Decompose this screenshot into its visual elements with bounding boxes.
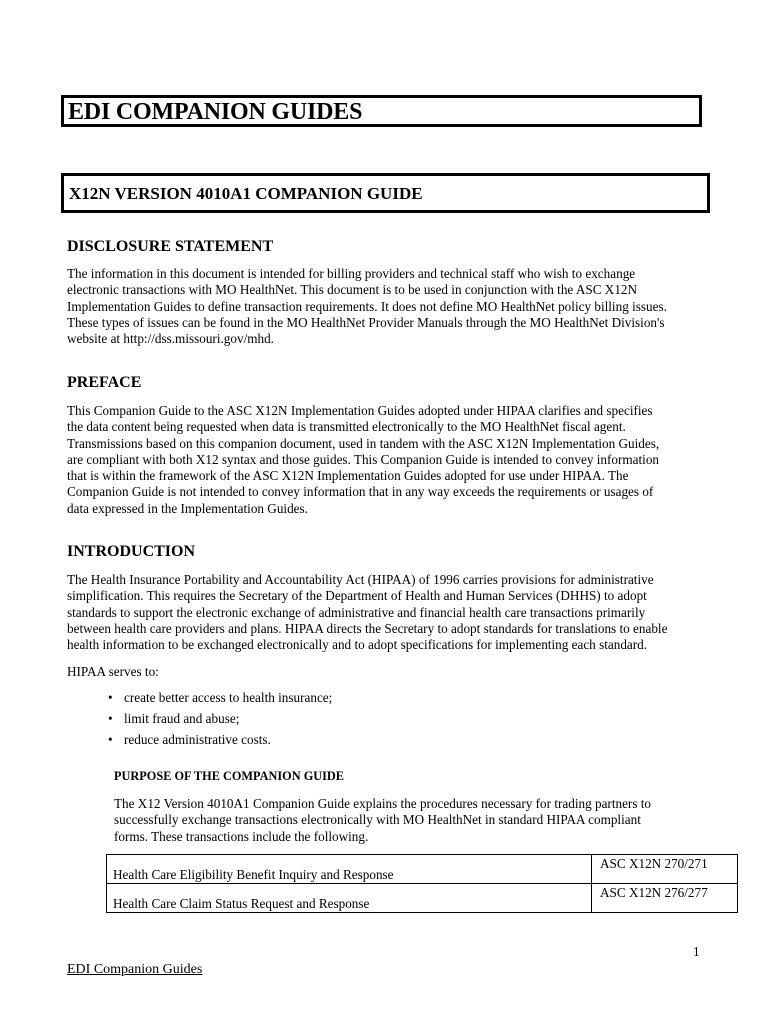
purpose-paragraph [114,796,714,845]
paragraph-line: The X12 Version 4010A1 Companion Guide explains the procedures necessary for trading partners to [114,796,652,811]
paragraph-line: the data content being requested when data is transmitted electronically to the MO HealthNet fiscal agent. [67,419,626,435]
disclosure-paragraph [67,266,712,347]
introduction-paragraph [67,572,712,653]
sub-title-box [61,173,710,213]
paragraph-line: The information in this document is intended for billing providers and technical staff who wish to exchange [67,266,636,281]
paragraph-line: website at http://dss.missouri.gov/mhd. [67,331,274,347]
paragraph-line: This Companion Guide to the ASC X12N Implementation Guides adopted under HIPAA clarifies and specifies [67,403,653,418]
footer-text: EDI Companion Guides [67,962,203,977]
paragraph-line: Companion Guide is not intended to convey information that in any way exceeds the requirements or usages of [67,484,654,500]
hipaa-serves-label: HIPAA serves to: [67,664,159,679]
list-item [106,711,332,727]
paragraph-line: Implementation Guides to define transaction requirements. It does not define MO HealthNet policy billing issues. [67,298,667,314]
bullet-icon: • [108,711,113,726]
bullet-text: create better access to health insurance; [124,690,333,705]
bullet-icon: • [108,732,113,747]
table-row [107,884,738,913]
disclosure-heading: DISCLOSURE STATEMENT [67,238,274,255]
main-title: EDI COMPANION GUIDES [68,99,363,125]
transaction-description: Health Care Claim Status Request and Response [107,884,592,913]
introduction-heading: INTRODUCTION [67,543,196,560]
paragraph-line: standards to support the electronic exchange of administrative and financial health care transactions primarily [67,604,646,620]
list-item [106,690,332,706]
paragraph-line: The Health Insurance Portability and Accountability Act (HIPAA) of 1996 carries provisions for administrative [67,572,654,587]
table-row [107,855,738,884]
list-item [106,732,332,748]
paragraph-line: Transmissions based on this companion document, used in tandem with the ASC X12N Implementation Guides, [67,435,660,451]
bullet-icon: • [108,690,113,705]
hipaa-bullet-list [106,690,332,753]
purpose-heading: PURPOSE OF THE COMPANION GUIDE [114,769,345,783]
paragraph-line: between health care providers and plans. HIPAA directs the Secretary to adopt standards for translations to enable [67,620,668,636]
paragraph-line: These types of issues can be found in the MO HealthNet Provider Manuals through the MO HealthNet Division's [67,314,665,330]
transactions-table [106,854,738,913]
paragraph-line: health information to be exchanged electronically and to adopt specifications for implementing each standard. [67,637,648,653]
page-number: 1 [693,944,700,959]
transaction-description: Health Care Eligibility Benefit Inquiry and Response [107,855,592,884]
main-title-box [61,95,702,127]
paragraph-line: electronic transactions with MO HealthNet. This document is to be used in conjunction with the ASC X12N [67,282,638,298]
paragraph-line: forms. These transactions include the following. [114,828,369,844]
paragraph-line: simplification. This requires the Secretary of the Department of Health and Human Services (DHHS) to adopt [67,588,647,604]
sub-title: X12N VERSION 4010A1 COMPANION GUIDE [69,184,423,203]
paragraph-line: successfully exchange transactions electronically with MO HealthNet in standard HIPAA compliant [114,812,641,828]
bullet-text: limit fraud and abuse; [124,711,240,726]
paragraph-line: data expressed in the Implementation Guides. [67,500,308,516]
preface-paragraph [67,403,712,517]
transaction-code: ASC X12N 276/277 [592,884,738,913]
transaction-code: ASC X12N 270/271 [592,855,738,884]
preface-heading: PREFACE [67,374,142,391]
bullet-text: reduce administrative costs. [124,732,271,747]
paragraph-line: are compliant with both X12 syntax and those guides. This Companion Guide is intended to convey information [67,451,660,467]
paragraph-line: that is within the framework of the ASC X12N Implementation Guides adopted for use under HIPAA. The [67,468,629,484]
